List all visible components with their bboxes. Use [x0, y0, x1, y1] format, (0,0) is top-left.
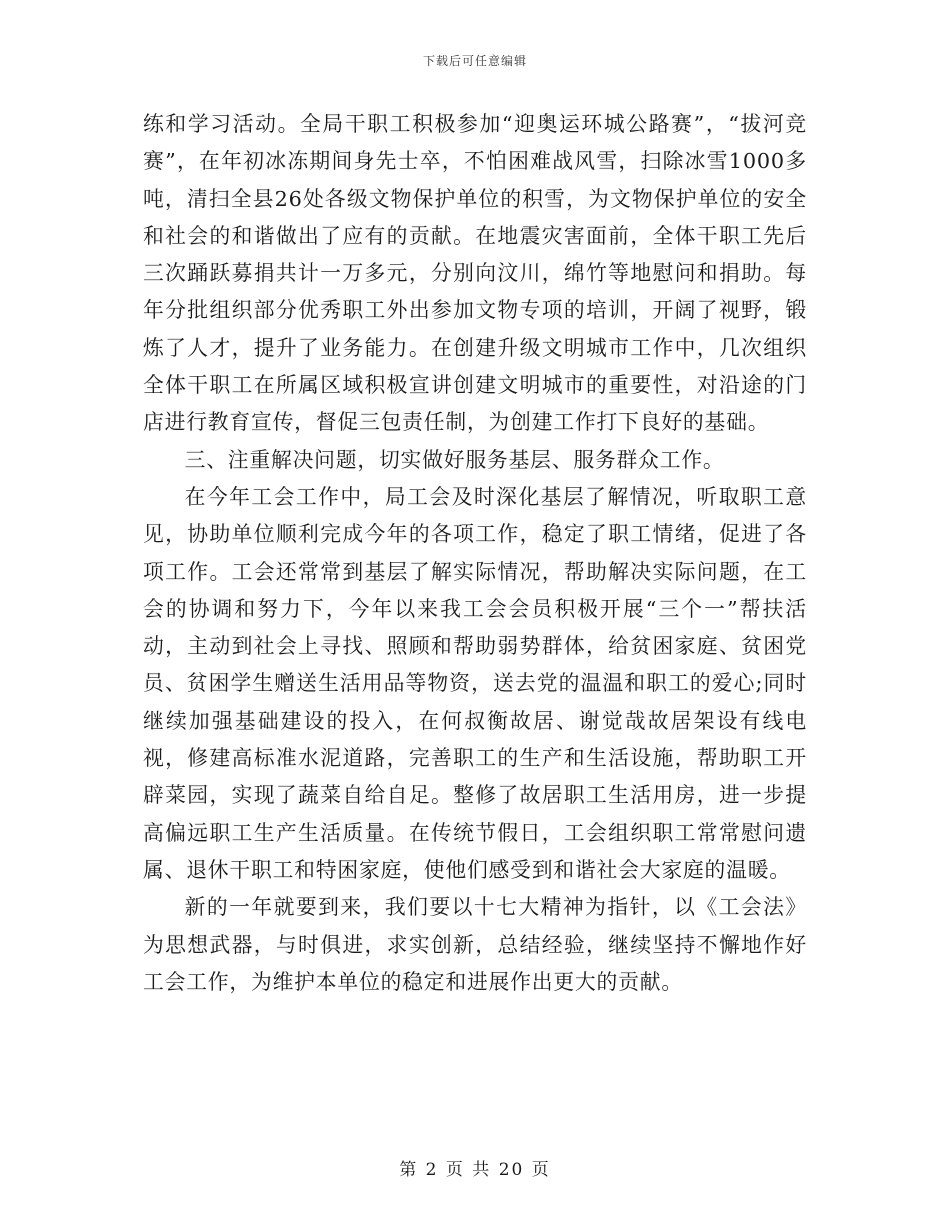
page-number-footer: 第 2 页 共 20 页 — [399, 1160, 551, 1180]
paragraph-continuation: 练和学习活动。全局干职工积极参加“迎奥运环城公路赛”，“拔河竞赛”，在年初冰冻期间身先士卒，不怕困难战风雪，扫除冰雪1000多吨，清扫全县26处各级文物保护单位的积雪，为文物保护单位的安全和社会的和谐做出了应有的贡献。在地震灾害面前，全体干职工先后三次踊跃募捐共计一万多元，分别向汶川，绵竹等地慰问和捐助。每年分批组织部分优秀职工外出参加文物专项的培训，开阔了视野，锻炼了人才，提升了业务能力。在创建升级文明城市工作中，几次组织全体干职工在所属区域积极宣讲创建文明城市的重要性，对沿途的门店进行教育宣传，督促三包责任制，为创建工作打下良好的基础。 — [143, 112, 807, 435]
section-heading: 三、注重解决问题，切实做好服务基层、服务群众工作。 — [184, 447, 725, 472]
document-body — [143, 106, 807, 1001]
paragraph-conclusion: 新的一年就要到来，我们要以十七大精神为指针，以《工会法》为思想武器，与时俱进，求实创新，总结经验，继续坚持不懈地作好工会工作，为维护本单位的稳定和进展作出更大的贡献。 — [143, 895, 807, 994]
paragraph-union-work: 在今年工会工作中，局工会及时深化基层了解情况，听取职工意见，协助单位顺利完成今年的各项工作，稳定了职工情绪，促进了各项工作。工会还常常到基层了解实际情况，帮助解决实际问题，在工会的协调和努力下，今年以来我工会会员积极开展“三个一”帮扶活动，主动到社会上寻找、照顾和帮助弱势群体，给贫困家庭、贫困党员、贫困学生赠送生活用品等物资，送去党的温温和职工的爱心;同时继续加强基础建设的投入，在何叔衡故居、谢觉哉故居架设有线电视，修建高标准水泥道路，完善职工的生产和生活设施，帮助职工开辟菜园，实现了蔬菜自给自足。整修了故居职工生活用房，进一步提高偏远职工生产生活质量。在传统节假日，工会组织职工常常慰问遗属、退休干职工和特困家庭，使他们感受到和谐社会大家庭的温暖。 — [143, 484, 807, 882]
page-header: 下载后可任意编辑 — [422, 54, 527, 68]
